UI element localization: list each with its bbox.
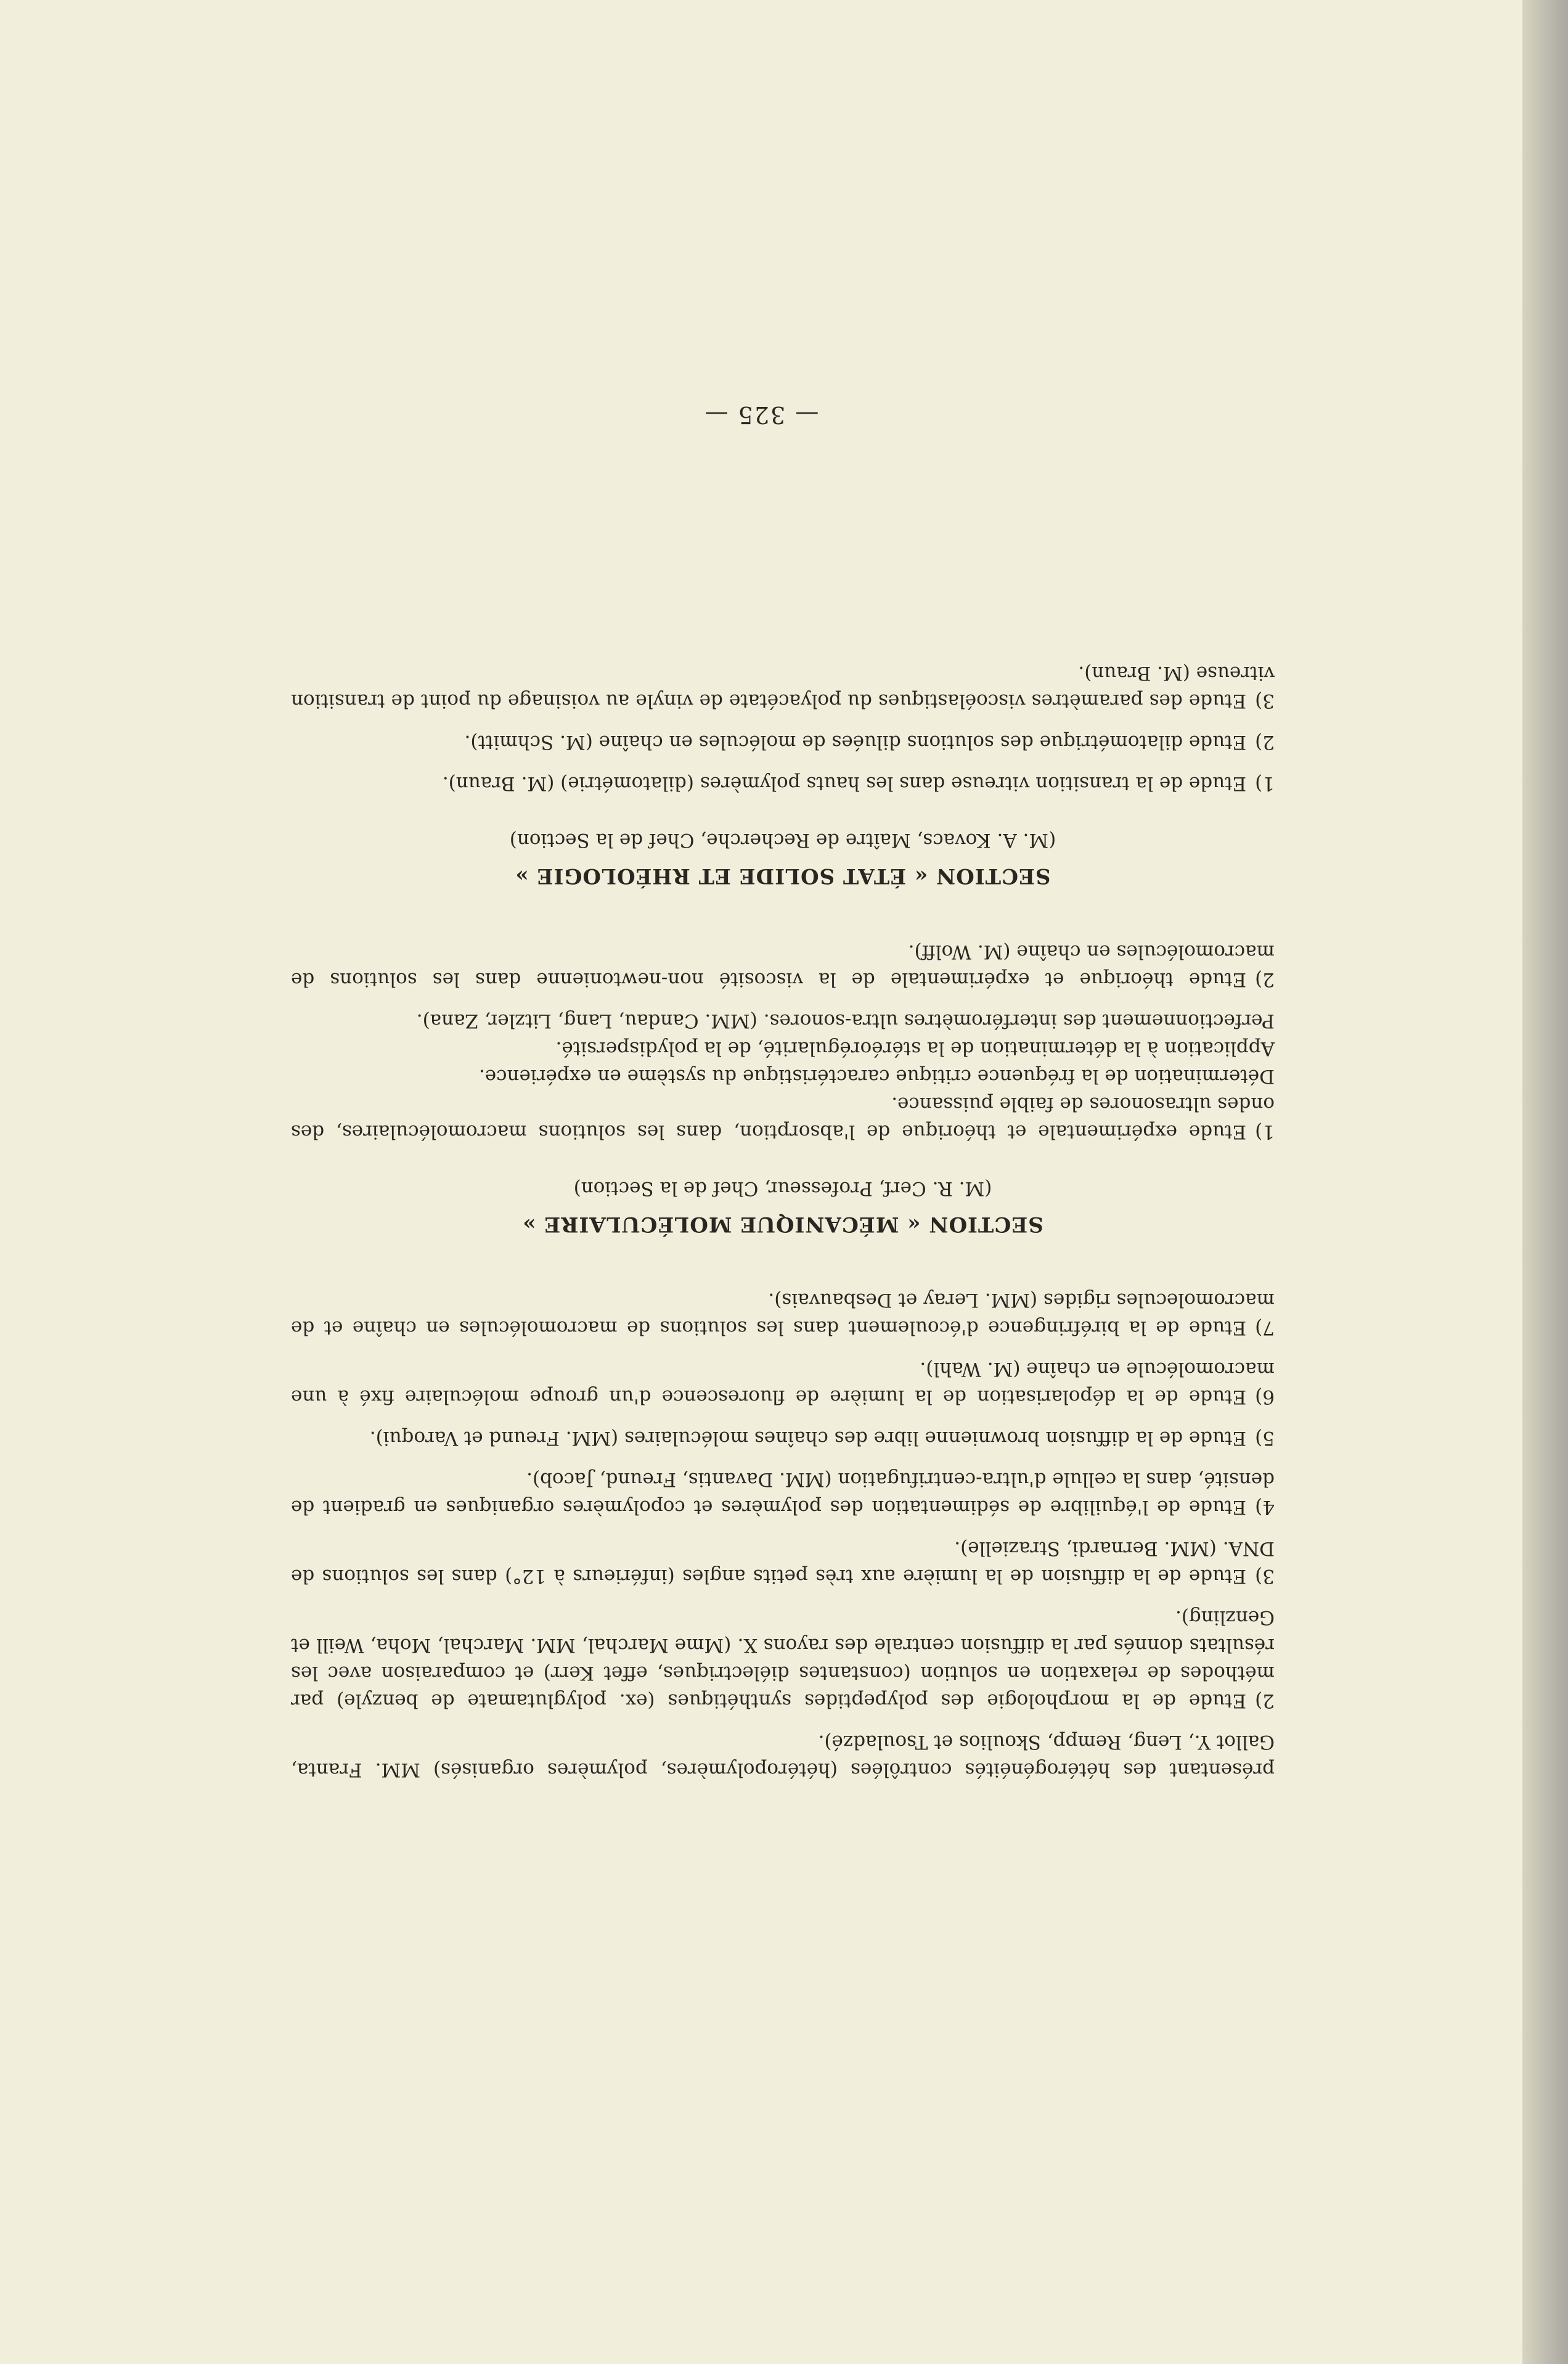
- page-edge-shadow: [1522, 0, 1568, 2364]
- list-item: 5)Etude de la diffusion brownienne libre des chaînes moléculaires (MM. Freund et Varoqui).: [369, 1427, 1275, 1449]
- list-item: 3)Etude des paramètres viscoélastiques du polyacétate de vinyle au voisinage du point de transition vitreuse (M. Braun).: [291, 662, 1275, 712]
- list-item: 7)Etude de la biréfringence d'écoulement dans les solutions de macromolécules en chaîne et de macromolecules rigides (MM. Leray et Desbauvais).: [291, 1289, 1275, 1339]
- section-subheading-mecanique: (M. R. Cerf, Professeur, Chef de la Section): [573, 1177, 992, 1200]
- list-item: 4)Etude de l'équilibre de sédimentation des polymères et copolymères organiques en gradient de densité, dans la cellule d'ultra-centrifugation (MM. Davantis, Freund, Jacob).: [291, 1468, 1275, 1518]
- section-heading-etat-solide: SECTION « ÉTAT SOLIDE ET RHÉOLOGIE »: [515, 864, 1051, 888]
- list-item: 1)Etude de la transition vitreuse dans les hauts polymères (dilatométrie) (M. Braun).: [442, 772, 1275, 795]
- section-subheading-etat-solide: (M. A. Kovacs, Maître de Recherche, Chef de la Section): [509, 829, 1056, 851]
- page-number: — 325 —: [703, 401, 819, 428]
- section-heading-mecanique: SECTION « MÉCANIQUE MOLÉCULAIRE »: [522, 1212, 1043, 1237]
- list-item: 3)Etude de la diffusion de la lumière aux très petits angles (inférieurs à 12°) dans les solutions de DNA. (MM. Bernardi, Strazielle).: [291, 1537, 1275, 1587]
- continuation-paragraph: présentant des hétérogénéités contrôlées (hétéropolymères, polymères organisés) MM. Franta, Gallot Y., Leng, Rempp, Skoulios et Tsouladzé).: [291, 1731, 1275, 1781]
- list-item: 2)Etude dilatométrique des solutions diluées de molécules en chaîne (M. Schmitt).: [464, 731, 1275, 753]
- list-item: 2)Etude de la morphologie des polypeptides synthétiques (ex. polyglutamate de benzyle) par méthodes de relaxation en solution (constantes diélectriques, effet Kerr) et comparaison avec les résultats donnés par la diffusion centrale des rayons X. (Mme Marchal, MM. Marchal, Moha, Weill et Genzling).: [291, 1606, 1275, 1712]
- text-column: [291, 645, 1275, 1783]
- list-item: 1)Etude expérimentale et théorique de l'absorption, dans les solutions macromoléculaires, des ondes ultrasonores de faible puissance. Détermination de la fréquence critique caractéristique du système en expérience. Application à la détermination de la stéréorégularité, de la polydispersité. Perfectionnement des interféromètres ultra-sonores. (MM. Candau, Lang, Litzler, Zana).: [291, 1010, 1275, 1143]
- list-item: 2)Etude théorique et expérimentale de la viscosité non-newtonienne dans les solutions de macromolécules en chaîne (M. Wolff).: [291, 941, 1275, 991]
- list-item: 6)Etude de la dépolarisation de la lumière de fluorescence d'un groupe moléculaire fixé à une macromolécule en chaîne (M. Wahl).: [291, 1358, 1275, 1408]
